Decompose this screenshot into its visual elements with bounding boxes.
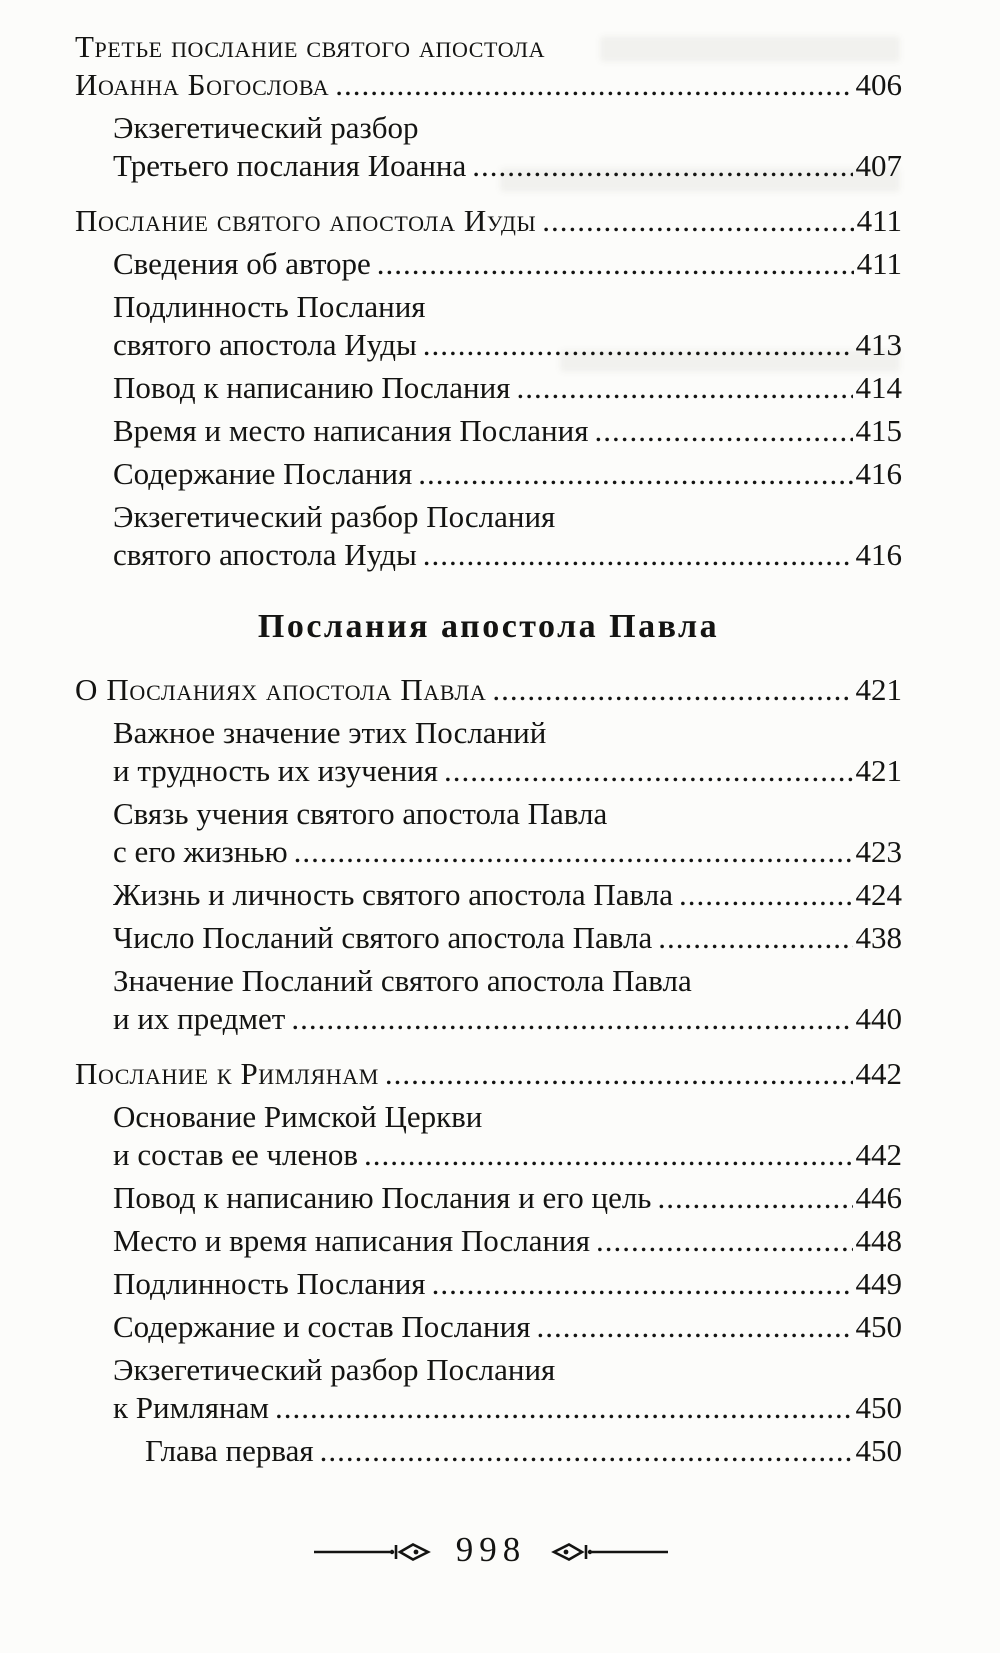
toc-entry [75,28,902,104]
entry-title: Подлинность Послания [113,289,426,324]
entry-title: к Римлянам [113,1390,269,1425]
entry-title: Третьего послания Иоанна [113,148,467,183]
page-number: 414 [855,370,902,405]
dot-leader [418,455,852,493]
toc-entry-line [113,833,902,871]
toc-entry-line [113,1389,902,1427]
toc-entry-line [113,1098,902,1136]
dot-leader [385,1055,853,1093]
dot-leader [291,1000,852,1038]
toc-entry-line [75,671,902,709]
dot-leader [444,752,852,790]
page-number: 411 [856,203,902,238]
toc-entry-line [113,245,902,283]
dot-leader [679,876,853,914]
entry-title: святого апостола Иуды [113,537,417,572]
toc-list [75,16,902,1475]
dot-leader [423,326,853,364]
dot-leader [294,833,853,871]
toc-entry-line [113,1265,902,1303]
entry-title: Сведения об авторе [113,246,371,281]
entry-title: и их предмет [113,1001,286,1036]
entry-title: Послание к Римлянам [75,1056,379,1091]
dot-leader [516,369,852,407]
page-number: 421 [855,753,902,788]
page-number: 406 [855,67,902,102]
toc-entry-line [113,876,902,914]
toc-entry-line [113,1000,902,1038]
dot-leader [423,536,853,574]
dot-leader [595,412,853,450]
entry-title: и трудность их изучения [113,753,439,788]
page-number: 438 [855,920,902,955]
entry-title: Подлинность Послания [113,1266,426,1301]
page-number: 440 [855,1001,902,1036]
toc-entry [75,1351,902,1427]
entry-title: святого апостола Иуды [113,327,417,362]
fleuron-rule-left-icon [312,1541,440,1563]
section-heading: Послания апостола Павла [257,608,720,645]
dot-leader [658,919,852,957]
entry-title: Время и место написания Послания [113,413,589,448]
toc-entry [75,1222,902,1260]
dot-leader [657,1179,852,1217]
toc-entry-line [113,1179,902,1217]
toc-entry-line [113,369,902,407]
toc-entry [75,919,902,957]
fleuron-rule-right-icon [542,1541,670,1563]
toc-entry [75,795,902,871]
toc-entry [75,455,902,493]
toc-entry [75,109,902,185]
toc-entry-line [75,1055,902,1093]
dot-leader [542,202,853,240]
toc-entry-line [75,202,902,240]
page-number: 407 [855,148,902,183]
entry-title: Содержание Послания [113,456,413,491]
toc-entry-line [113,147,902,185]
toc-entry-line [113,412,902,450]
toc-entry-line [113,498,902,536]
entry-title: О Посланиях апостола Павла [75,672,487,707]
toc-entry-line [113,455,902,493]
entry-title: Повод к написанию Послания [113,370,511,405]
page-number: 450 [855,1390,902,1425]
page-number: 448 [855,1223,902,1258]
dot-leader [536,1308,852,1346]
toc-entry-line [113,752,902,790]
toc-entry [75,671,902,709]
page-number: 423 [855,834,902,869]
toc-entry-line [113,1351,902,1389]
page-number: 450 [855,1309,902,1344]
toc-entry [75,714,902,790]
page-number: 442 [855,1056,902,1091]
toc-entry-line [113,288,902,326]
entry-title: Экзегетический разбор [113,110,419,145]
page-number: 446 [855,1180,902,1215]
footer-page-number: 998 [455,1530,527,1569]
page-number: 416 [855,537,902,572]
toc-entry [75,498,902,574]
toc-entry [75,1308,902,1346]
toc-entry [75,369,902,407]
entry-title: и состав ее членов [113,1137,359,1172]
dot-leader [596,1222,853,1260]
toc-entry [75,1179,902,1217]
entry-title: Место и время написания Послания [113,1223,590,1258]
toc-entry [75,1055,902,1093]
page-number: 413 [855,327,902,362]
entry-title: Жизнь и личность святого апостола Павла [113,877,673,912]
entry-title: Иоанна Богослова [75,67,330,102]
toc-entry-line [113,1308,902,1346]
toc-entry-line [113,919,902,957]
dot-leader [432,1265,853,1303]
dot-leader [275,1389,853,1427]
toc-entry-line [75,28,902,66]
entry-title: Глава первая [145,1433,314,1468]
toc-entry-line [113,109,902,147]
entry-title: Основание Римской Церкви [113,1099,483,1134]
toc-entry-line [75,66,902,104]
page-number: 416 [855,456,902,491]
toc-entry-line [113,1222,902,1260]
toc-entry-line [113,714,902,752]
entry-title: Повод к написанию Послания и его цель [113,1180,652,1215]
page-number: 424 [855,877,902,912]
page-number: 415 [855,413,902,448]
entry-title: Послание святого апостола Иуды [75,203,537,238]
page-number: 442 [855,1137,902,1172]
toc-entry [75,412,902,450]
entry-title: Экзегетический разбор Послания [113,1352,556,1387]
toc-entry [75,288,902,364]
entry-title: с его жизнью [113,834,288,869]
dot-leader [335,66,852,104]
entry-title: Важное значение этих Посланий [113,715,547,750]
entry-title: Экзегетический разбор Послания [113,499,556,534]
dot-leader [492,671,852,709]
page-number: 449 [855,1266,902,1301]
toc-entry-line [113,326,902,364]
page-footer [0,1532,982,1572]
toc-entry-line [113,962,902,1000]
toc-entry [75,1098,902,1174]
toc-entry-line [145,1432,902,1470]
entry-title: Связь учения святого апостола Павла [113,796,608,831]
dot-leader [320,1432,853,1470]
entry-title: Содержание и состав Послания [113,1309,531,1344]
toc-entry [75,876,902,914]
entry-title: Третье послание святого апостола [75,29,546,64]
toc-entry-line [113,795,902,833]
toc-entry [75,962,902,1038]
toc-entry-line [113,1136,902,1174]
page-number: 421 [855,672,902,707]
toc-entry [75,245,902,283]
entry-title: Число Посланий святого апостола Павла [113,920,653,955]
entry-title: Значение Посланий святого апостола Павла [113,963,692,998]
toc-entry-line [113,536,902,574]
dot-leader [377,245,854,283]
dot-leader [472,147,852,185]
toc-entry [75,1432,902,1470]
toc-entry [75,202,902,240]
page-number: 450 [855,1433,902,1468]
dot-leader [364,1136,852,1174]
page-number: 411 [856,246,902,281]
toc-entry [75,1265,902,1303]
